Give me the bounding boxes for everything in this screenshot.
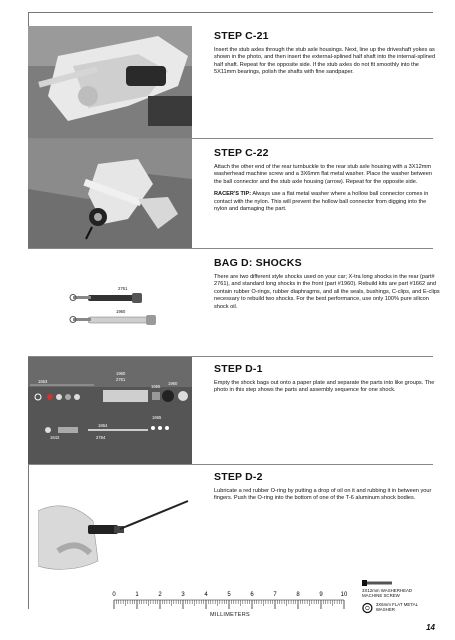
step-c22-section bbox=[28, 138, 433, 249]
step-d1-label-2764: 2764 bbox=[96, 435, 106, 440]
ruler-number: 5 bbox=[227, 592, 231, 598]
step-d1-label-2761: 2761 bbox=[116, 377, 126, 382]
hardware-legend bbox=[362, 579, 432, 617]
step-d1-photo bbox=[28, 357, 192, 465]
step-d1-label-1960-a: 1960 bbox=[116, 371, 126, 376]
ruler-number: 1 bbox=[135, 592, 139, 598]
ruler-number: 3 bbox=[181, 592, 185, 598]
ruler-number: 0 bbox=[112, 592, 116, 598]
bag-d-label-2761: 2761 bbox=[118, 286, 128, 291]
step-d1-label-1665-a: 1665 bbox=[151, 384, 161, 389]
step-d1-label-1960-b: 1960 bbox=[168, 381, 178, 386]
page-number: 14 bbox=[426, 623, 435, 632]
ruler-number: 2 bbox=[158, 592, 162, 598]
bag-d-photo bbox=[28, 249, 192, 357]
bag-d-body: There are two different style shocks used on your car; X-tra long shocks in the rear (part# 2761), and standard long shocks in the front (part #1960). Rebuild kits are part #1662 and contain rubber O-rings, rubber diaphragms, and all the seals, bushings, C-clips, and E-clips necessary to rebuild two shocks. For the best performance, use only 100% pure silicon shock oil. bbox=[214, 274, 440, 310]
step-c21-photo bbox=[28, 26, 192, 138]
legend-item-screw bbox=[362, 579, 432, 587]
ruler-number: 9 bbox=[319, 592, 323, 598]
bag-d-title: BAG D: SHOCKS bbox=[214, 257, 302, 269]
racers-tip-label: RACER'S TIP: bbox=[214, 191, 252, 198]
legend-text-washer: 3X6mm FLAT METAL WASHER bbox=[375, 602, 418, 612]
step-c21-title: STEP C-21 bbox=[214, 30, 269, 42]
ruler-number: 4 bbox=[204, 592, 208, 598]
step-d2-photo bbox=[38, 471, 190, 575]
racers-tip-body: Always use a flat metal washer where a hollow ball connector comes in contact with the nylon. This will prevent the hollow ball connector from digging into the nylon and damaging the part. bbox=[214, 191, 429, 213]
bag-d-label-1960: 1960 bbox=[116, 309, 126, 314]
step-d1-label-1663: 1663 bbox=[38, 379, 48, 384]
ruler-number: 6 bbox=[250, 592, 254, 598]
bag-d-section bbox=[28, 248, 440, 357]
step-d1-title: STEP D-1 bbox=[214, 363, 263, 375]
screw-icon bbox=[362, 579, 392, 587]
step-d1-label-1642: 1642 bbox=[50, 435, 60, 440]
step-d1-label-1665-b: 1665 bbox=[152, 415, 162, 420]
ruler-number: 10 bbox=[340, 592, 348, 598]
ruler-number: 7 bbox=[273, 592, 277, 598]
washer-icon bbox=[362, 602, 373, 614]
step-c21-section bbox=[28, 12, 436, 138]
legend-item-washer bbox=[362, 602, 432, 614]
ruler-unit-label: MILLIMETERS bbox=[210, 612, 250, 618]
step-c22-title: STEP C-22 bbox=[214, 147, 269, 159]
step-d1-body: Empty the shock bags out onto a paper plate and separate the parts into like groups. The photo in this step shows the parts and assembly sequence for one shock. bbox=[214, 380, 435, 394]
ruler-number: 8 bbox=[296, 592, 300, 598]
racers-tip bbox=[214, 191, 440, 213]
step-c22-photo bbox=[28, 139, 192, 249]
step-d1-section bbox=[28, 356, 433, 465]
step-d2-section bbox=[28, 464, 433, 577]
step-d2-body: Lubricate a red rubber O-ring by putting a drop of oil on it and rubbing it in between your fingers. Push the O-ring into the bottom of one of the T-6 aluminum shock bodies. bbox=[214, 488, 432, 502]
step-d1-label-1664: 1664 bbox=[98, 423, 108, 428]
step-c22-body: Attach the other end of the rear turnbuckle to the rear stub axle housing with a 3X12mm washerhead machine screw and a 3X6mm flat metal washer. Place the washer between the ball connector and the stub axle housing (arrow). Repeat for the opposite side. bbox=[214, 164, 432, 185]
legend-text-screw: 3X12mm WASHERHEAD MACHINE SCREW bbox=[362, 588, 413, 598]
millimeter-ruler bbox=[110, 588, 350, 610]
step-c21-body: Insert the stub axles through the stub axle housings. Next, line up the driveshaft yokes as shown in the photo, and then insert the external-splined half shaft into the internal-splined half shaft. Repeat for the opposite side. If the stub axles do not fit smoothly into the 5X11mm bearings, polish the shafts with fine sandpaper. bbox=[214, 47, 436, 76]
step-d2-title: STEP D-2 bbox=[214, 471, 263, 483]
